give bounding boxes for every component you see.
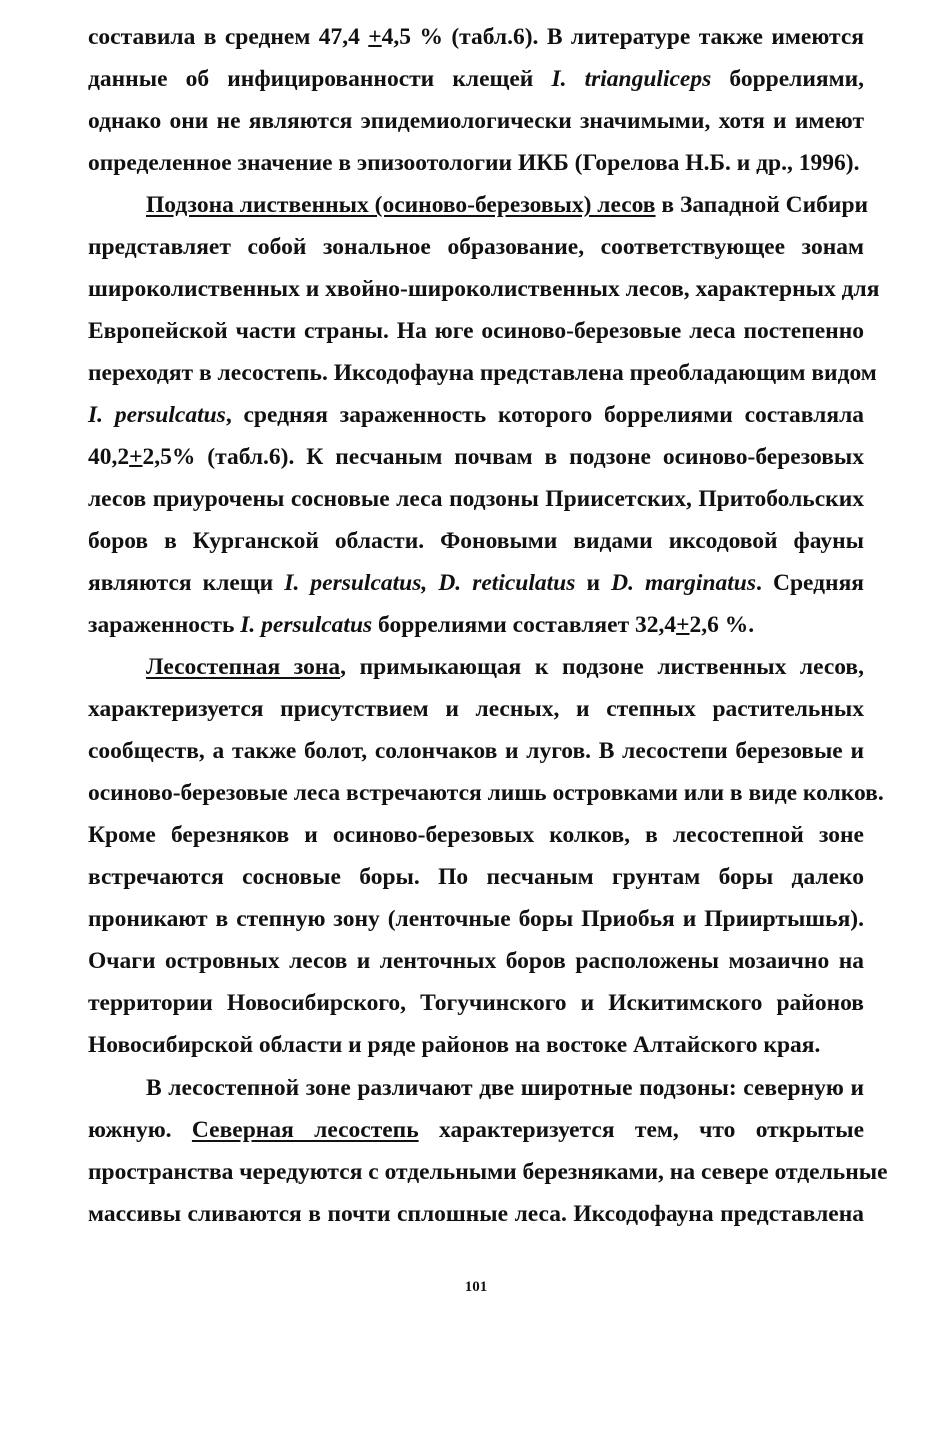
text-run: проникают в степную зону (ленточные боры Приобья и Прииртышья). — [88, 906, 864, 932]
text-line — [88, 148, 864, 178]
text-run: данные об инфицированности клещей — [88, 66, 552, 92]
species-name: D. marginatus — [611, 570, 757, 596]
text-line — [88, 106, 864, 136]
text-run: в Западной Сибири — [655, 192, 869, 218]
text-run: однако они не являются эпидемиологически значимыми, хотя и имеют — [88, 108, 864, 134]
text-run: пространства чередуются с отдельными березняками, на севере отдельные — [88, 1159, 888, 1185]
text-run: , примыкающая к подзоне лиственных лесов, — [340, 654, 864, 680]
text-run: южную. — [88, 1117, 192, 1143]
text-line — [88, 778, 884, 808]
text-run: В лесостепной зоне различают две широтные подзоны: северную и — [146, 1075, 864, 1101]
text-run: встречаются сосновые боры. По песчаным грунтам боры далеко — [88, 864, 864, 890]
text-line — [88, 232, 864, 262]
text-line — [88, 904, 864, 934]
species-name: I. persulcatus — [240, 612, 373, 638]
text-run: Очаги островных лесов и ленточных боров расположены мозаично на — [88, 948, 864, 974]
text-line — [88, 820, 864, 850]
text-run: являются клещи — [88, 570, 285, 596]
text-line — [146, 190, 869, 220]
species-name: I. trianguliceps — [551, 66, 712, 92]
text-line — [88, 274, 880, 304]
text-line — [88, 610, 864, 640]
text-run: 40,2 — [88, 444, 130, 470]
text-line — [88, 1157, 888, 1187]
page-number: 101 — [464, 1279, 488, 1295]
text-line — [146, 1073, 864, 1103]
text-line — [88, 1030, 864, 1060]
text-run: представляет собой зональное образование, соответствующее зонам — [88, 234, 864, 260]
text-run: массивы сливаются в почти сплошные леса. Иксодофауна представлена — [88, 1201, 864, 1227]
text-line — [88, 946, 864, 976]
text-line — [88, 526, 864, 556]
text-line — [88, 862, 864, 892]
text-run: переходят в лесостепь. Иксодофауна представлена преобладающим видом — [88, 360, 877, 386]
text-run: территории Новосибирского, Тогучинского и Искитимского районов — [88, 990, 864, 1016]
text-run: осиново-березовые леса встречаются лишь островками или в виде колков. — [88, 780, 884, 806]
text-run: , средняя зараженность которого боррелиями составляла — [225, 402, 864, 428]
text-line — [88, 988, 864, 1018]
text-line — [88, 400, 864, 430]
text-run: составила в среднем 47,4 — [88, 24, 369, 50]
text-run: широколиственных и хвойно-широколиственных лесов, характерных для — [88, 276, 880, 302]
text-run: боррелиями составляет 32,4 — [372, 612, 677, 638]
text-line — [88, 22, 864, 52]
species-name: I. persulcatus, D. reticulatus — [284, 570, 576, 596]
text-run: зараженность — [88, 612, 241, 638]
text-run: сообществ, а также болот, солончаков и лугов. В лесостепи березовые и — [88, 738, 864, 764]
underlined-heading: Северная лесостепь — [191, 1117, 419, 1143]
text-run: и — [575, 570, 612, 596]
text-line — [88, 64, 864, 94]
text-run: характеризуется тем, что открытые — [418, 1117, 865, 1143]
text-run: лесов приурочены сосновые леса подзоны Приисетских, Притобольских — [88, 486, 864, 512]
text-line — [88, 736, 864, 766]
text-line — [88, 1199, 864, 1229]
text-run: определенное значение в эпизоотологии ИКБ (Горелова Н.Б. и др., 1996). — [88, 150, 860, 176]
text-run: Европейской части страны. На юге осиново-березовые леса постепенно — [88, 318, 864, 344]
text-run: + — [368, 24, 382, 50]
text-run: 2,5% (табл.6). К песчаным почвам в подзоне осиново-березовых — [142, 444, 864, 470]
text-run: Новосибирской области и ряде районов на востоке Алтайского края. — [88, 1032, 821, 1058]
text-run: 2,6 %. — [689, 612, 755, 638]
text-line — [88, 568, 864, 598]
text-run: боррелиями, — [711, 66, 864, 92]
text-run: Кроме березняков и осиново-березовых колков, в лесостепной зоне — [88, 822, 864, 848]
text-run: 4,5 % (табл.6). В литературе также имеются — [381, 24, 864, 50]
text-run: характеризуется присутствием и лесных, и степных растительных — [88, 696, 864, 722]
text-line — [88, 694, 864, 724]
text-run: + — [676, 612, 690, 638]
text-run: . Средняя — [756, 570, 864, 596]
species-name: I. persulcatus — [88, 402, 226, 428]
text-line — [88, 316, 864, 346]
text-line — [88, 442, 864, 472]
text-line — [146, 652, 864, 682]
text-run: боров в Курганской области. Фоновыми видами иксодовой фауны — [88, 528, 864, 554]
text-line — [88, 358, 877, 388]
text-line — [88, 484, 864, 514]
text-run: + — [129, 444, 143, 470]
text-line — [88, 1115, 864, 1145]
underlined-heading: Подзона лиственных (осиново-березовых) лесов — [146, 192, 656, 218]
underlined-heading: Лесостепная зона — [146, 654, 341, 680]
